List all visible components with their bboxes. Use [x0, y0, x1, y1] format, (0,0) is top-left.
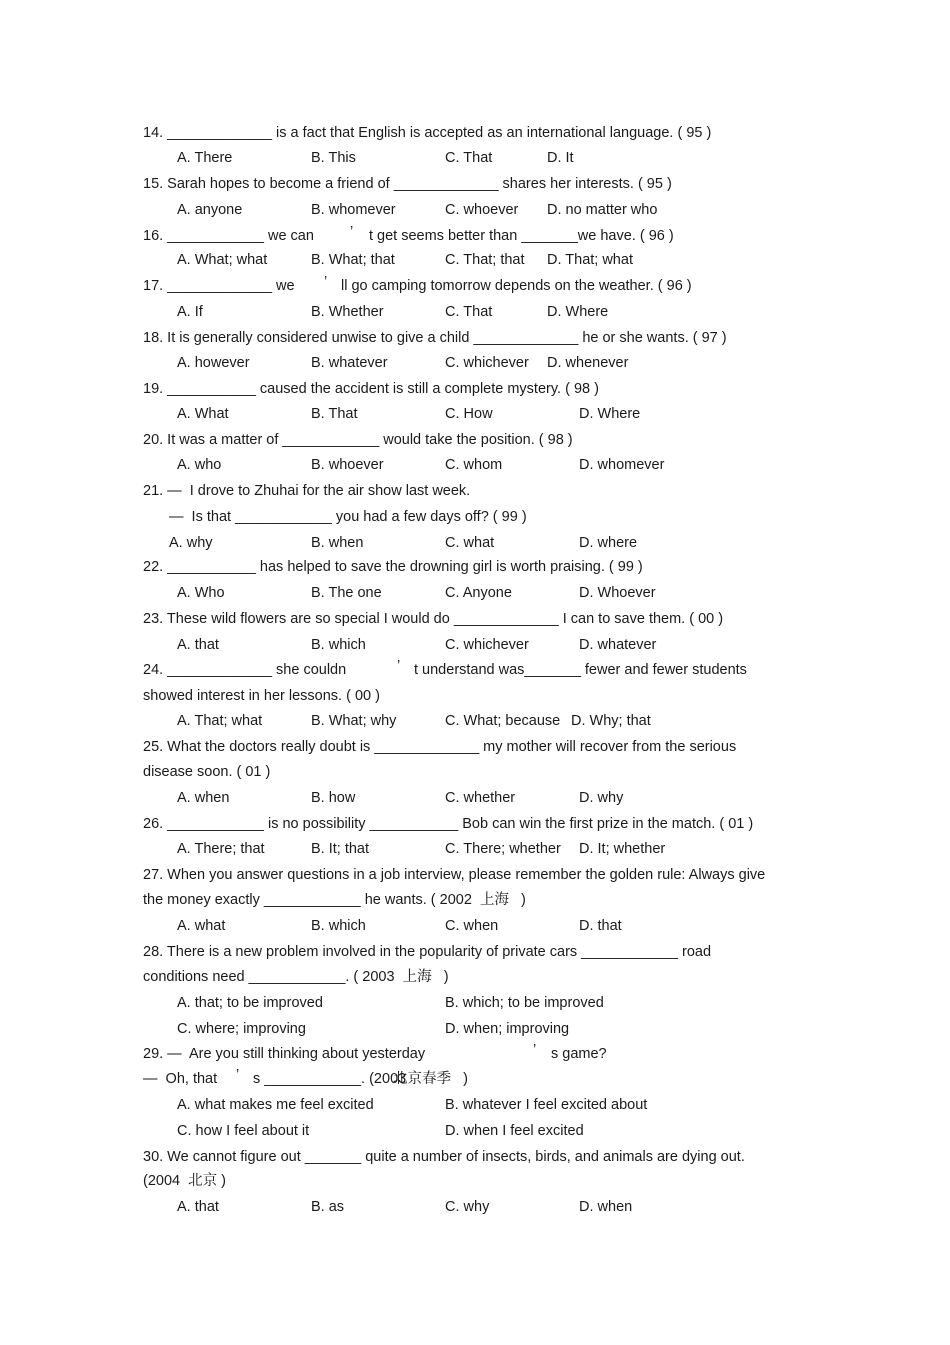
- question-20-option-b: B. whoever: [311, 457, 384, 473]
- question-27-option-b: B. which: [311, 918, 366, 934]
- question-28-stem-line-2: conditions need ____________. ( 2003 上海 ): [143, 969, 449, 985]
- question-30-stem: 30. We cannot figure out _______ quite a number of insects, birds, and animals are dying out.: [143, 1149, 745, 1165]
- question-29-line-2-source: 北京春季 ): [393, 1071, 468, 1087]
- question-17-apostrophe: ’: [324, 274, 328, 290]
- question-21-stem: 21. — I drove to Zhuhai for the air show last week.: [143, 483, 471, 499]
- question-18-option-c: C. whichever: [445, 355, 529, 371]
- question-25-option-a: A. when: [177, 790, 230, 806]
- question-26-option-d: D. It; whether: [579, 841, 666, 857]
- question-18-option-d: D. whenever: [547, 355, 629, 371]
- question-17-stem-start: 17. _____________ we: [143, 278, 295, 294]
- question-29-stem-start: 29. — Are you still thinking about yesterday: [143, 1046, 426, 1062]
- question-18-option-b: B. whatever: [311, 355, 388, 371]
- question-24-option-c: C. What; because: [445, 713, 561, 729]
- question-17-stem-end: ll go camping tomorrow depends on the weather. ( 96 ): [341, 278, 692, 294]
- question-29-line-2-start: — Oh, that: [143, 1071, 218, 1087]
- question-29-option-c: C. how I feel about it: [177, 1123, 310, 1139]
- question-23-option-b: B. which: [311, 637, 366, 653]
- question-25-stem: 25. What the doctors really doubt is _____________ my mother will recover from the serious: [143, 739, 737, 755]
- question-25-option-d: D. why: [579, 790, 624, 806]
- question-19-option-b: B. That: [311, 406, 358, 422]
- question-29-option-d: D. when I feel excited: [445, 1123, 584, 1139]
- question-27-option-a: A. what: [177, 918, 226, 934]
- question-24-option-d: D. Why; that: [571, 713, 651, 729]
- question-30-option-a: A. that: [177, 1199, 219, 1215]
- question-20-option-a: A. who: [177, 457, 222, 473]
- question-25-option-c: C. whether: [445, 790, 516, 806]
- question-29-apostrophe: ’: [533, 1042, 537, 1058]
- question-16-option-c: C. That; that: [445, 252, 525, 268]
- question-24-option-b: B. What; why: [311, 713, 397, 729]
- question-27-option-c: C. when: [445, 918, 499, 934]
- question-29-option-b: B. whatever I feel excited about: [445, 1097, 648, 1113]
- question-21-stem-line-2: — Is that ____________ you had a few days off? ( 99 ): [169, 509, 527, 525]
- question-19-option-a: A. What: [177, 406, 229, 422]
- question-26-option-b: B. It; that: [311, 841, 370, 857]
- question-17-option-a: A. If: [177, 304, 203, 320]
- question-16-apostrophe: ’: [350, 224, 354, 240]
- question-28-option-b: B. which; to be improved: [445, 995, 604, 1011]
- question-30-option-d: D. when: [579, 1199, 633, 1215]
- question-20-stem: 20. It was a matter of ____________ would take the position. ( 98 ): [143, 432, 573, 448]
- question-16-option-a: A. What; what: [177, 252, 268, 268]
- question-24-stem-line-2: showed interest in her lessons. ( 00 ): [143, 688, 380, 704]
- question-21-option-b: B. when: [311, 535, 364, 551]
- question-24-option-a: A. That; what: [177, 713, 263, 729]
- question-24-stem-start: 24. _____________ she couldn: [143, 662, 347, 678]
- question-18-stem: 18. It is generally considered unwise to give a child _____________ he or she wants. ( 97 ): [143, 330, 727, 346]
- question-23-stem: 23. These wild flowers are so special I would do _____________ I can to save them. ( 00 ): [143, 611, 724, 627]
- question-23-option-c: C. whichever: [445, 637, 529, 653]
- question-22-option-a: A. Who: [177, 585, 225, 601]
- question-16-option-d: D. That; what: [547, 252, 633, 268]
- question-14-stem: 14. _____________ is a fact that English is accepted as an international language. ( 95 ): [143, 125, 712, 141]
- question-29-stem-end: s game?: [551, 1046, 607, 1062]
- question-24-stem-end: t understand was_______ fewer and fewer students: [414, 662, 747, 678]
- question-21-option-c: C. what: [445, 535, 495, 551]
- question-27-stem: 27. When you answer questions in a job interview, please remember the golden rule: Always give: [143, 867, 766, 883]
- question-21-option-d: D. where: [579, 535, 638, 551]
- question-19-option-d: D. Where: [579, 406, 641, 422]
- question-17-option-b: B. Whether: [311, 304, 384, 320]
- question-26-option-a: A. There; that: [177, 841, 265, 857]
- question-14-option-c: C. That: [445, 150, 493, 166]
- question-14-option-d: D. It: [547, 150, 574, 166]
- question-29-line-2-middle: s ____________. (2003: [253, 1071, 407, 1087]
- question-15-option-b: B. whomever: [311, 202, 396, 218]
- question-16-option-b: B. What; that: [311, 252, 395, 268]
- question-27-stem-line-2: the money exactly ____________ he wants. ( 2002 上海 ): [143, 892, 526, 908]
- question-20-option-c: C. whom: [445, 457, 503, 473]
- question-17-option-c: C. That: [445, 304, 493, 320]
- question-28-option-d: D. when; improving: [445, 1021, 570, 1037]
- question-28-option-a: A. that; to be improved: [177, 995, 323, 1011]
- question-23-option-a: A. that: [177, 637, 219, 653]
- question-19-option-c: C. How: [445, 406, 493, 422]
- question-19-stem: 19. ___________ caused the accident is still a complete mystery. ( 98 ): [143, 381, 599, 397]
- question-15-stem: 15. Sarah hopes to become a friend of _____________ shares her interests. ( 95 ): [143, 176, 672, 192]
- question-16-stem-end: t get seems better than _______we have. ( 96 ): [369, 228, 674, 244]
- question-28-option-c: C. where; improving: [177, 1021, 306, 1037]
- question-22-stem: 22. ___________ has helped to save the drowning girl is worth praising. ( 99 ): [143, 559, 643, 575]
- question-15-option-d: D. no matter who: [547, 202, 658, 218]
- question-22-option-c: C. Anyone: [445, 585, 512, 601]
- question-29-line-2-apostrophe: ’: [236, 1067, 240, 1083]
- question-30-option-c: C. why: [445, 1199, 490, 1215]
- question-25-option-b: B. how: [311, 790, 356, 806]
- question-22-option-b: B. The one: [311, 585, 382, 601]
- question-26-stem: 26. ____________ is no possibility ___________ Bob can win the first prize in the match. ( 01 ): [143, 816, 754, 832]
- question-27-option-d: D. that: [579, 918, 622, 934]
- question-23-option-d: D. whatever: [579, 637, 657, 653]
- question-29-option-a: A. what makes me feel excited: [177, 1097, 374, 1113]
- question-26-option-c: C. There; whether: [445, 841, 561, 857]
- question-30-option-b: B. as: [311, 1199, 345, 1215]
- question-22-option-d: D. Whoever: [579, 585, 656, 601]
- question-20-option-d: D. whomever: [579, 457, 665, 473]
- question-24-apostrophe: ’: [397, 658, 401, 674]
- question-18-option-a: A. however: [177, 355, 250, 371]
- question-15-option-a: A. anyone: [177, 202, 243, 218]
- question-14-option-b: B. This: [311, 150, 356, 166]
- question-16-stem-start: 16. ____________ we can: [143, 228, 314, 244]
- question-17-option-d: D. Where: [547, 304, 609, 320]
- question-25-stem-line-2: disease soon. ( 01 ): [143, 764, 271, 780]
- question-21-option-a: A. why: [169, 535, 213, 551]
- question-15-option-c: C. whoever: [445, 202, 519, 218]
- question-30-stem-line-2: (2004 北京 ): [143, 1173, 226, 1189]
- question-28-stem: 28. There is a new problem involved in the popularity of private cars ____________ road: [143, 944, 712, 960]
- question-14-option-a: A. There: [177, 150, 233, 166]
